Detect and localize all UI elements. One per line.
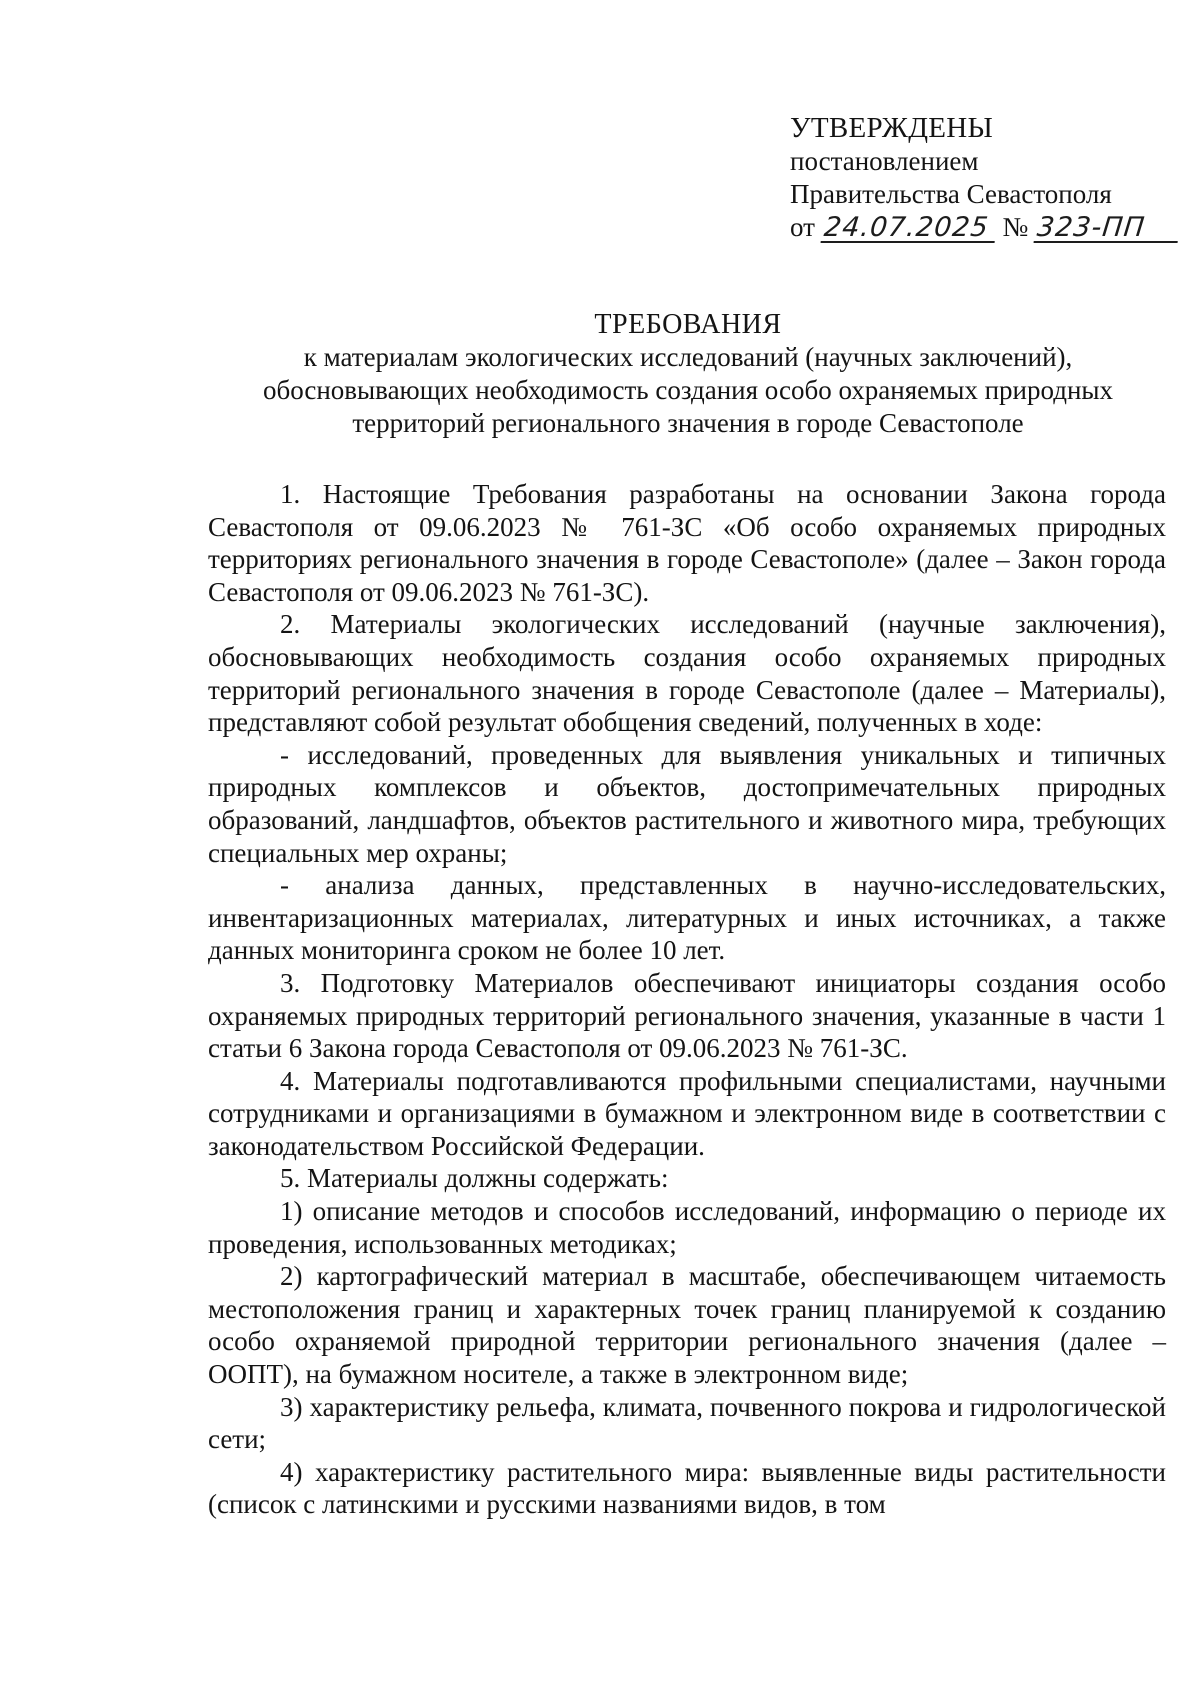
- paragraph-1: 1. Настоящие Требования разработаны на основании Закона города Севастополя от 09.06.2023 № 761-ЗС «Об особо охраняемых природных территориях регионального значения в городе Севастополе» (далее – Закон города Севастополя от 09.06.2023 № 761-ЗС).: [208, 479, 1166, 607]
- handwritten-number: 323-ПП: [1033, 215, 1180, 243]
- paragraph-2-item-2: - анализа данных, представленных в научно-исследовательских, инвентаризационных материалах, литературных и иных источниках, а также данных мониторинга сроком не более 10 лет.: [208, 870, 1166, 966]
- paragraph-2-item-1: - исследований, проведенных для выявления уникальных и типичных природных комплексов и объектов, достопримечательных природных образований, ландшафтов, объектов растительного и животного мира, требующих специальных мер охраны;: [208, 739, 1166, 868]
- number-prefix: №: [1002, 212, 1029, 242]
- paragraph-5-item-1: 1) описание методов и способов исследований, информацию о периоде их проведения, использованных методиках;: [208, 1196, 1166, 1259]
- document-subtitle-line: территорий регионального значения в городе Севастополе: [352, 408, 1024, 438]
- paragraph-4: 4. Материалы подготавливаются профильными специалистами, научными сотрудниками и организациями в бумажном и электронном виде в соответствии с законодательством Российской Федерации.: [208, 1065, 1166, 1161]
- paragraph-3: 3. Подготовку Материалов обеспечивают инициаторы создания особо охраняемых природных территорий регионального значения, указанные в части 1 статьи 6 Закона города Севастополя от 09.06.2023 № 761-ЗС.: [208, 967, 1166, 1064]
- date-prefix: от: [790, 212, 815, 242]
- approval-line-1: постановлением: [790, 146, 979, 176]
- approval-stamp: [790, 112, 1170, 244]
- paragraph-5-item-2: 2) картографический материал в масштабе, обеспечивающем читаемость местоположения границ и характерных точек границ планируемой к созданию особо охраняемой природной территории регионального значения (далее – ООПТ), на бумажном носителе, а также в электронном виде;: [208, 1261, 1166, 1390]
- approval-date-line: [790, 211, 1170, 244]
- paragraph-5-item-4: 4) характеристику растительного мира: выявленные виды растительности (список с латинскими и русскими названиями видов, в том: [208, 1456, 1166, 1520]
- document-title: ТРЕБОВАНИЯ: [594, 309, 782, 340]
- paragraph-2: 2. Материалы экологических исследований (научные заключения), обосновывающих необходимость создания особо охраняемых природных территорий регионального значения в городе Севастополе (далее – Материалы), представляют собой результат обобщения сведений, полученных в ходе:: [208, 609, 1166, 738]
- paragraph-5: 5. Материалы должны содержать:: [280, 1163, 669, 1194]
- paragraph-5-item-3: 3) характеристику рельефа, климата, почвенного покрова и гидрологической сети;: [208, 1391, 1166, 1455]
- document-header: [208, 308, 1168, 440]
- document-body: [208, 478, 1166, 1521]
- approval-title: УТВЕРЖДЕНЫ: [790, 112, 994, 144]
- document-subtitle-line: обосновывающих необходимость создания особо охраняемых природных: [262, 375, 1114, 405]
- document-subtitle-line: к материалам экологических исследований (научных заключений),: [303, 342, 1073, 372]
- approval-line-2: Правительства Севастополя: [790, 179, 1112, 209]
- handwritten-date: 24.07.2025: [820, 215, 997, 243]
